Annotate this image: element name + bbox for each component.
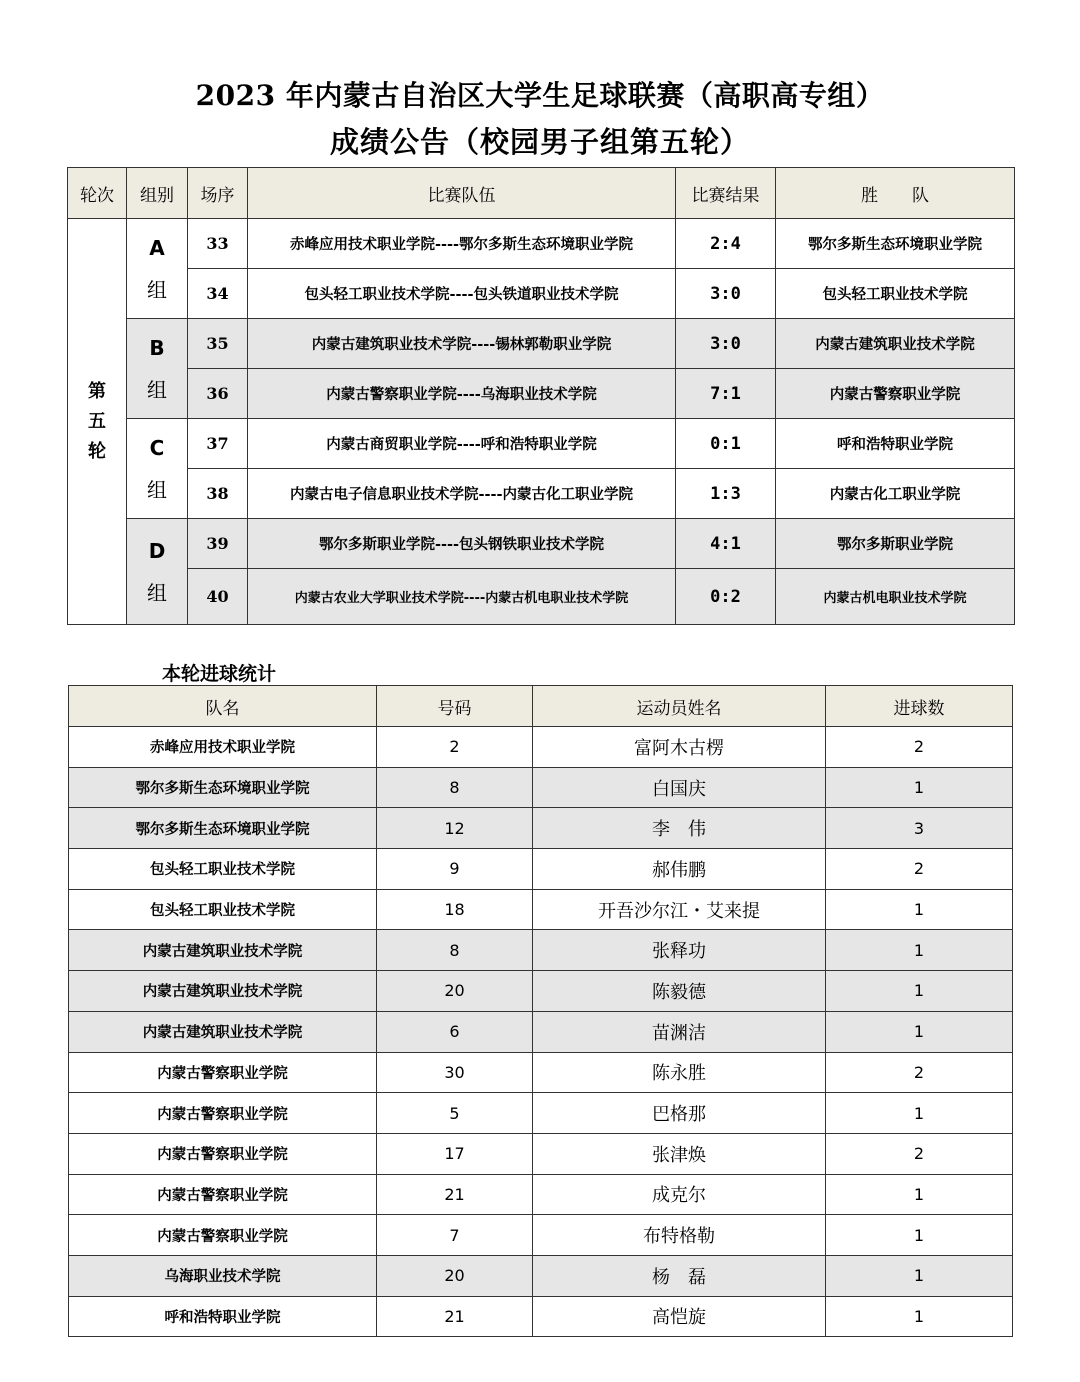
scorer-number: 5 (377, 1093, 533, 1134)
scorer-number: 6 (377, 1011, 533, 1052)
scorer-team: 包头轻工职业技术学院 (69, 889, 377, 930)
document-subtitle: 成绩公告（校园男子组第五轮） (329, 125, 750, 159)
scorer-goals: 1 (826, 971, 1013, 1012)
scorer-team: 乌海职业技术学院 (69, 1255, 377, 1296)
header-team: 队名 (69, 686, 377, 727)
scorer-goals: 1 (826, 889, 1013, 930)
scorer-number: 9 (377, 849, 533, 890)
scorer-number: 18 (377, 889, 533, 930)
scorer-row (69, 930, 1013, 971)
results-table (67, 167, 1015, 625)
match-seq: 37 (188, 419, 248, 469)
match-teams: 鄂尔多斯职业学院----包头钢铁职业技术学院 (248, 519, 676, 569)
scorer-number: 20 (377, 1255, 533, 1296)
scorer-row (69, 849, 1013, 890)
match-seq: 38 (188, 469, 248, 519)
group-b (127, 319, 188, 419)
header-group: 组别 (127, 168, 188, 219)
scorer-team: 鄂尔多斯生态环境职业学院 (69, 808, 377, 849)
scorer-row (69, 767, 1013, 808)
scorer-number: 2 (377, 727, 533, 768)
scorer-goals: 2 (826, 849, 1013, 890)
match-teams: 内蒙古警察职业学院----乌海职业技术学院 (248, 369, 676, 419)
scorer-row (69, 1255, 1013, 1296)
group-letter: D (148, 538, 166, 563)
scorer-team: 呼和浩特职业学院 (69, 1296, 377, 1337)
scorer-number: 7 (377, 1215, 533, 1256)
group-d (127, 519, 188, 625)
match-row (68, 369, 1015, 419)
match-seq: 33 (188, 219, 248, 269)
scorer-team: 内蒙古警察职业学院 (69, 1215, 377, 1256)
scorer-player: 富阿木古楞 (533, 727, 826, 768)
scorer-player: 高恺旋 (533, 1296, 826, 1337)
scorer-row (69, 1093, 1013, 1134)
scorer-goals: 1 (826, 1174, 1013, 1215)
match-teams: 包头轻工职业技术学院----包头铁道职业技术学院 (248, 269, 676, 319)
scorer-goals: 1 (826, 1093, 1013, 1134)
match-seq: 36 (188, 369, 248, 419)
scorer-row (69, 889, 1013, 930)
scorer-player: 白国庆 (533, 767, 826, 808)
match-row (68, 569, 1015, 625)
scorer-team: 内蒙古建筑职业技术学院 (69, 1011, 377, 1052)
group-c (127, 419, 188, 519)
match-row (68, 469, 1015, 519)
match-row (68, 519, 1015, 569)
scorer-number: 30 (377, 1052, 533, 1093)
round-label (68, 219, 127, 625)
scorer-goals: 1 (826, 767, 1013, 808)
header-goals: 进球数 (826, 686, 1013, 727)
match-score: 4:1 (676, 519, 776, 569)
match-teams: 内蒙古商贸职业学院----呼和浩特职业学院 (248, 419, 676, 469)
group-letter: C (149, 435, 165, 460)
group-letter: A (149, 235, 165, 260)
match-winner: 内蒙古警察职业学院 (776, 369, 1015, 419)
scorer-goals: 1 (826, 1296, 1013, 1337)
match-teams: 内蒙古建筑职业技术学院----锡林郭勒职业学院 (248, 319, 676, 369)
scorer-player: 成克尔 (533, 1174, 826, 1215)
match-winner: 内蒙古化工职业学院 (776, 469, 1015, 519)
scorer-goals: 1 (826, 1215, 1013, 1256)
scorer-player: 陈永胜 (533, 1052, 826, 1093)
header-round: 轮次 (68, 168, 127, 219)
scorer-number: 20 (377, 971, 533, 1012)
match-row (68, 419, 1015, 469)
match-teams: 赤峰应用技术职业学院----鄂尔多斯生态环境职业学院 (248, 219, 676, 269)
match-score: 3:0 (676, 269, 776, 319)
scorer-row (69, 1296, 1013, 1337)
header-player: 运动员姓名 (533, 686, 826, 727)
match-score: 1:3 (676, 469, 776, 519)
scorer-team: 内蒙古建筑职业技术学院 (69, 971, 377, 1012)
header-teams: 比赛队伍 (248, 168, 676, 219)
scorer-row (69, 1052, 1013, 1093)
scorer-goals: 2 (826, 1052, 1013, 1093)
scorer-player: 张释功 (533, 930, 826, 971)
match-row (68, 219, 1015, 269)
group-suffix: 组 (147, 377, 167, 402)
header-result: 比赛结果 (676, 168, 776, 219)
scorer-team: 赤峰应用技术职业学院 (69, 727, 377, 768)
scorer-team: 内蒙古警察职业学院 (69, 1174, 377, 1215)
match-score: 7:1 (676, 369, 776, 419)
match-score: 0:1 (676, 419, 776, 469)
match-seq: 39 (188, 519, 248, 569)
group-suffix: 组 (147, 580, 167, 605)
scorer-row (69, 1133, 1013, 1174)
results-header-row (68, 168, 1015, 219)
scorer-player: 苗渊洁 (533, 1011, 826, 1052)
match-teams: 内蒙古电子信息职业技术学院----内蒙古化工职业学院 (248, 469, 676, 519)
match-row (68, 269, 1015, 319)
scorer-player: 开吾沙尔江・艾来提 (533, 889, 826, 930)
scorer-goals: 1 (826, 1255, 1013, 1296)
scorer-goals: 2 (826, 1133, 1013, 1174)
match-seq: 40 (188, 569, 248, 625)
scorer-number: 21 (377, 1296, 533, 1337)
scorer-number: 17 (377, 1133, 533, 1174)
scorer-number: 12 (377, 808, 533, 849)
scorer-team: 内蒙古警察职业学院 (69, 1133, 377, 1174)
scorer-number: 8 (377, 767, 533, 808)
header-winner: 胜 队 (776, 168, 1015, 219)
scorer-player: 布特格勒 (533, 1215, 826, 1256)
header-seq: 场序 (188, 168, 248, 219)
match-score: 0:2 (676, 569, 776, 625)
match-winner: 内蒙古机电职业技术学院 (776, 569, 1015, 625)
scorer-player: 张津焕 (533, 1133, 826, 1174)
match-winner: 呼和浩特职业学院 (776, 419, 1015, 469)
scorer-goals: 1 (826, 1011, 1013, 1052)
match-winner: 包头轻工职业技术学院 (776, 269, 1015, 319)
match-winner: 内蒙古建筑职业技术学院 (776, 319, 1015, 369)
scorer-row (69, 1215, 1013, 1256)
scorer-team: 鄂尔多斯生态环境职业学院 (69, 767, 377, 808)
header-number: 号码 (377, 686, 533, 727)
scorer-team: 内蒙古建筑职业技术学院 (69, 930, 377, 971)
scorer-player: 李 伟 (533, 808, 826, 849)
match-winner: 鄂尔多斯职业学院 (776, 519, 1015, 569)
group-letter: B (149, 335, 165, 360)
scorer-number: 21 (377, 1174, 533, 1215)
scorers-header-row (69, 686, 1013, 727)
group-a (127, 219, 188, 319)
match-score: 3:0 (676, 319, 776, 369)
scorer-row (69, 727, 1013, 768)
match-winner: 鄂尔多斯生态环境职业学院 (776, 219, 1015, 269)
scorer-player: 郝伟鹏 (533, 849, 826, 890)
scorers-table (68, 685, 1013, 1337)
scorer-goals: 3 (826, 808, 1013, 849)
scorer-goals: 1 (826, 930, 1013, 971)
document-title: 2023 年内蒙古自治区大学生足球联赛（高职高专组） (195, 79, 885, 112)
scorer-row (69, 971, 1013, 1012)
scorers-heading: 本轮进球统计 (162, 663, 277, 685)
group-suffix: 组 (147, 477, 167, 502)
scorer-team: 内蒙古警察职业学院 (69, 1052, 377, 1093)
scorer-player: 陈毅德 (533, 971, 826, 1012)
match-seq: 34 (188, 269, 248, 319)
match-score: 2:4 (676, 219, 776, 269)
scorer-goals: 2 (826, 727, 1013, 768)
scorer-number: 8 (377, 930, 533, 971)
scorer-player: 巴格那 (533, 1093, 826, 1134)
scorer-team: 包头轻工职业技术学院 (69, 849, 377, 890)
scorer-row (69, 1011, 1013, 1052)
scorer-row (69, 1174, 1013, 1215)
scorer-player: 杨 磊 (533, 1255, 826, 1296)
match-seq: 35 (188, 319, 248, 369)
scorer-team: 内蒙古警察职业学院 (69, 1093, 377, 1134)
scorer-row (69, 808, 1013, 849)
group-suffix: 组 (147, 277, 167, 302)
match-teams: 内蒙古农业大学职业技术学院----内蒙古机电职业技术学院 (248, 569, 676, 625)
round-label-text: 第五轮 (88, 380, 106, 462)
match-row (68, 319, 1015, 369)
